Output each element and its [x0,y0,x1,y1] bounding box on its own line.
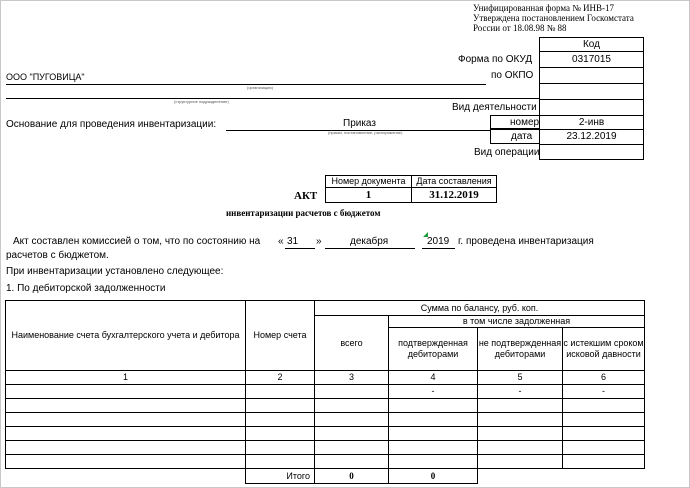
quote-open: « [278,236,284,247]
col-number: 2 [246,371,315,385]
table-cell [563,399,645,413]
table-row [6,455,645,469]
table-cell [478,399,563,413]
table-cell [315,427,389,441]
okpo-value [539,67,644,83]
col-number: 4 [389,371,478,385]
table-cell [246,441,315,455]
table-cell: - [478,385,563,399]
statement-month: декабря [350,236,389,247]
col-number: 1 [6,371,246,385]
table-cell [315,455,389,469]
table-cell [563,455,645,469]
form-header-line2: Утверждена постановлением Госкомстата [473,13,634,23]
table-cell [563,413,645,427]
total-all: 0 [315,469,389,484]
total-label: Итого [246,469,315,484]
table-row [6,399,645,413]
table-cell [6,413,246,427]
doc-date-value: 31.12.2019 [412,188,497,203]
table-cell [246,413,315,427]
basis-caption: (приказ, постановление, распоряжение) [328,130,403,135]
table-cell [6,385,246,399]
table-cell [478,441,563,455]
col-name-header: Наименование счета бухгалтерского учета и дебитора [6,301,246,371]
table-cell [246,427,315,441]
quote-close: » [316,236,322,247]
table-cell [389,427,478,441]
statement-part1: Акт составлен комиссией о том, что по состоянию на [13,236,261,247]
total-row [6,469,645,484]
statement-part2: г. проведена инвентаризация [458,236,594,247]
col-including-header: в том числе задолженная [389,316,645,328]
basis-value: Приказ [343,118,376,129]
basis-label: Основание для проведения инвентаризации: [6,119,217,130]
table-cell [315,441,389,455]
table-cell [389,455,478,469]
table-cell [6,427,246,441]
okud-label: Форма по ОКУД [458,54,533,65]
okud-value: 0317015 [572,53,611,65]
act-subtitle: инвентаризации расчетов с бюджетом [226,208,381,218]
table-cell [389,441,478,455]
division-caption: (структурное подразделение) [174,99,229,104]
doc-date-header: Дата составления [412,176,497,188]
order-date-value: 23.12.2019 [566,131,617,142]
table-row [6,413,645,427]
form-header-line3: России от 18.08.98 № 88 [473,23,567,33]
table-cell [246,455,315,469]
order-number-value: 2-инв [578,116,605,128]
statement-year: 2019 [427,236,450,247]
total-confirmed: 0 [389,469,478,484]
operation-label: Вид операции [474,147,540,158]
doc-number-header: Номер документа [326,176,412,188]
col-number: 5 [478,371,563,385]
table-cell [315,413,389,427]
table-cell [6,455,246,469]
number-label: номер [510,117,540,128]
table-cell [389,413,478,427]
table-cell [246,385,315,399]
table-row [6,441,645,455]
table-cell [315,385,389,399]
col-number: 6 [563,371,645,385]
date-label: дата [511,131,533,142]
table-cell [563,441,645,455]
col-confirmed-header: подтвержденная дебиторами [389,328,478,371]
organization-caption: (организация) [247,85,273,90]
col-number: 3 [315,371,389,385]
statement-day: 31 [287,236,299,247]
table-row [6,385,645,399]
table-cell [315,399,389,413]
statement-line2: расчетов с бюджетом. [6,250,109,261]
col-account-header: Номер счета [246,301,315,371]
section-title: 1. По дебиторской задолженности [6,283,166,294]
col-unconfirmed-header: не подтвержденная дебиторами [478,328,563,371]
table-cell [6,441,246,455]
col-total-header: всего [315,316,389,371]
activity-label: Вид деятельности [452,102,537,113]
doc-number-value: 1 [326,188,412,203]
okpo-label: по ОКПО [491,70,534,81]
document-number-table [325,175,497,203]
table-cell [563,427,645,441]
organization-name: ООО "ПУГОВИЦА" [6,72,85,82]
table-cell: - [563,385,645,399]
table-cell [478,413,563,427]
receivables-table [5,300,645,484]
table-cell [478,455,563,469]
kod-header: Код [582,38,600,50]
table-cell [389,399,478,413]
table-cell: - [389,385,478,399]
form-header-line1: Унифицированная форма № ИНВ-17 [473,3,615,13]
table-cell [6,399,246,413]
table-cell [246,399,315,413]
table-cell [478,427,563,441]
col-sum-header: Сумма по балансу, руб. коп. [315,301,645,316]
activity-value [539,99,644,115]
table-row [6,427,645,441]
act-title: АКТ [294,190,318,202]
col-expired-header: с истекшим сроком исковой давности [563,328,645,371]
statement-line3: При инвентаризации установлено следующее: [6,266,224,277]
